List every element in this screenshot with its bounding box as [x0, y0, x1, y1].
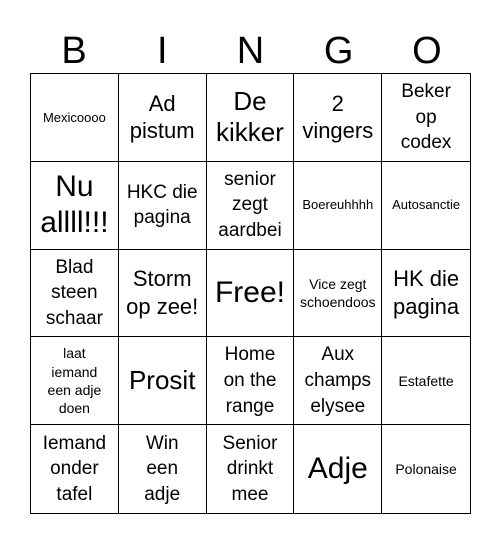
- bingo-cell[interactable]: [207, 162, 295, 250]
- cell-text: Ad pistum: [129, 90, 195, 144]
- cell-text: Aux champs elysee: [304, 344, 372, 417]
- bingo-cell[interactable]: [119, 162, 207, 250]
- cell-text: Free!: [214, 275, 285, 309]
- cell-text: Home on the range: [223, 344, 277, 417]
- cell-text: 2 vingers: [302, 90, 374, 144]
- bingo-cell[interactable]: [294, 74, 382, 162]
- bingo-cell[interactable]: [31, 425, 119, 513]
- bingo-cell[interactable]: [294, 337, 382, 425]
- bingo-cell[interactable]: [382, 250, 470, 338]
- bingo-cell[interactable]: [31, 162, 119, 250]
- cell-text: Adje: [307, 452, 368, 486]
- bingo-cell[interactable]: [31, 250, 119, 338]
- bingo-cell[interactable]: [207, 425, 295, 513]
- bingo-cell[interactable]: [119, 425, 207, 513]
- cell-text: Blad steen schaar: [45, 256, 103, 329]
- bingo-cell[interactable]: [119, 337, 207, 425]
- cell-text: Storm op zee!: [126, 266, 199, 319]
- cell-text: laat iemand een adje doen: [47, 345, 102, 416]
- bingo-cell[interactable]: [294, 162, 382, 250]
- bingo-header: [30, 28, 471, 73]
- bingo-cell[interactable]: [207, 250, 295, 338]
- cell-text: senior zegt aardbei: [218, 168, 282, 242]
- cell-text: Prosit: [128, 365, 196, 396]
- bingo-cell[interactable]: [382, 337, 470, 425]
- cell-text: Polonaise: [395, 461, 457, 477]
- header-letter-o: O: [412, 29, 442, 72]
- bingo-cell[interactable]: [207, 337, 295, 425]
- bingo-cell[interactable]: [294, 425, 382, 513]
- cell-text: Beker op codex: [400, 80, 452, 154]
- cell-text: Senior drinkt mee: [222, 432, 278, 505]
- cell-text: Mexicoooo: [42, 109, 106, 125]
- cell-text: Estafette: [398, 372, 454, 389]
- bingo-cell[interactable]: [31, 337, 119, 425]
- cell-text: Win een adje: [144, 432, 181, 505]
- cell-text: HK die pagina: [393, 266, 460, 319]
- bingo-cell[interactable]: [119, 74, 207, 162]
- header-letter-b: B: [61, 29, 87, 72]
- bingo-cell[interactable]: [207, 74, 295, 162]
- cell-text: HKC die pagina: [126, 181, 198, 229]
- bingo-cell[interactable]: [294, 250, 382, 338]
- bingo-cell[interactable]: [382, 425, 470, 513]
- bingo-cell[interactable]: [31, 74, 119, 162]
- bingo-cell[interactable]: [382, 74, 470, 162]
- cell-text: Autosanctie: [392, 197, 461, 213]
- cell-text: De kikker: [216, 86, 284, 148]
- cell-text: Vice zegt schoendoos: [300, 275, 376, 310]
- cell-text: Nu allll!!!: [40, 170, 109, 240]
- bingo-cell[interactable]: [119, 250, 207, 338]
- header-letter-g: G: [323, 29, 354, 72]
- bingo-cell[interactable]: [382, 162, 470, 250]
- cell-text: Iemand onder tafel: [42, 432, 107, 505]
- header-letter-i: I: [157, 29, 168, 72]
- bingo-grid: [30, 73, 471, 514]
- cell-text: Boereuhhhh: [302, 197, 374, 213]
- header-letter-n: N: [236, 29, 265, 72]
